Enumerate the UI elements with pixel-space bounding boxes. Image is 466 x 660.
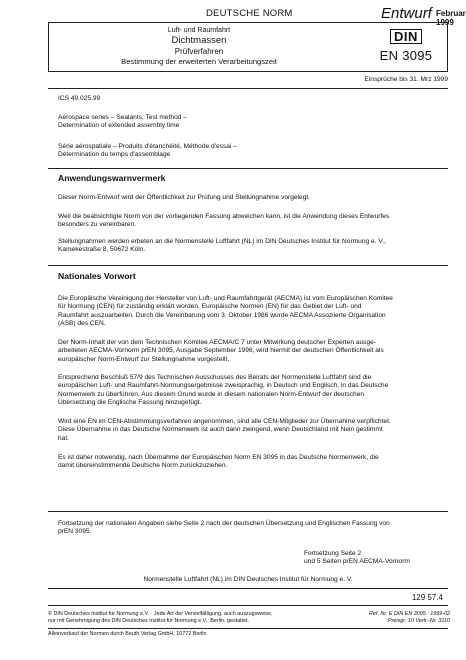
objection-deadline: Einsprüche bis 31. Mrz 1999 bbox=[364, 76, 448, 83]
foreword-paragraph-1: Die Europäische Vereinigung der Hersteller von Luft- und Raumfahrtgerät (AECMA) ist vom Europäischen Komitee für Normung (CEN) für zuständig erklärt worden, Europäische Normen (EN) für das Gebiet der Luft- und Raumfahrt auszuarbeiten. Durch die Vereinbarung vom 3. Oktober 1986 wurde AECMA Assoziierte Organisation (ASB) des CEN. bbox=[58, 295, 393, 328]
french-title: Série aérospatiale – Produits d'étanchéité, Méthode d'essai – Détermination du temps d'assemblage bbox=[58, 143, 237, 159]
document-title: Dichtmassen bbox=[171, 35, 227, 46]
divider bbox=[48, 168, 448, 169]
title-block bbox=[49, 26, 349, 66]
copyright-notice: © DIN Deutsches Institut für Normung e.V. · Jede Art der Vervielfältigung, auch auszugsweise, nur mit Genehmigung des DIN Deutsches Institut für Normung e.V., Berlin, gestattet. bbox=[48, 611, 273, 624]
divider bbox=[48, 588, 448, 589]
foreword-paragraph-4: Wird eine EN im CEN-Abstimmungsverfahren angenommen, sind alle CEN-Mitglieder zur Übernahme verpflichtet. Diese Übernahme in das Deutsche Normenwerk ist auch dann zwingend, wenn Deutschland mit Nein gestimmt hat. bbox=[58, 418, 391, 442]
continuation-pages: Fortsetzung Seite 2 und 5 Seiten prEN AECMA-Vornorm bbox=[304, 550, 410, 566]
order-number: 129 57.4 bbox=[411, 593, 443, 602]
warning-heading: Anwendungswarnvermerk bbox=[58, 173, 166, 183]
reference-block bbox=[318, 611, 450, 625]
divider bbox=[48, 605, 448, 606]
foreword-paragraph-3: Entsprechend Beschluß 57/9 des Technischen Ausschusses des Beirats der Normenstelle Luftfahrt sind die europäischen Luft- und Raumfahrt-Normungsergebnisse zweisprachig, in Deutsch und Englisch, in das Deutsche Normenwerk zu überführen. Aus diesem Grund wurde in diesem nationalen Norm-Entwurf der deutschen Übersetzung die Englische Fassung hinzugefügt. bbox=[58, 374, 389, 407]
continuation-note: Fortsetzung der nationalen Angaben siehe Seite 2 nach der deutschen Übersetzung und Englischen Fassung von prEN 3095. bbox=[58, 520, 390, 536]
price-group: Preisgr. 10 Vertr.-Nr. 3110 bbox=[387, 618, 450, 624]
subject-line: Luft- und Raumfahrt bbox=[167, 27, 231, 34]
warning-paragraph-3: Stellungnahmen werden erbeten an die Normenstelle Luftfahrt (NL) im DIN Deutsches Institut für Normung e. V., Kamekestraße 8, 50672 Köln. bbox=[58, 238, 386, 254]
din-logo: DIN bbox=[390, 29, 422, 44]
title-box bbox=[48, 22, 448, 72]
divider bbox=[48, 88, 448, 89]
document-description: Bestimmung der erweiterten Verarbeitungszeit bbox=[121, 57, 277, 66]
ics-code: ICS 49.025.99 bbox=[58, 95, 101, 102]
warning-paragraph-2: Weil die beabsichtigte Norm von der vorliegenden Fassung abweichen kann, ist die Anwendung dieses Entwurfes besonders zu vereinbaren. bbox=[58, 213, 390, 229]
publisher: Normenstelle Luftfahrt (NL) im DIN Deutsches Institut für Normung e. V. bbox=[143, 576, 353, 583]
sales-notice: Alleinverkauf der Normen durch Beuth Verlag GmbH, 10772 Berlin bbox=[48, 631, 207, 637]
divider bbox=[48, 628, 448, 629]
din-norm-label: DEUTSCHE NORM bbox=[206, 8, 293, 19]
document-subtitle: Prüfverfahren bbox=[174, 47, 224, 56]
divider bbox=[48, 511, 448, 512]
english-title: Aerospace series – Sealants, Test method – Determination of extended assembly time bbox=[58, 114, 187, 130]
foreword-paragraph-2: Der Norm-Inhalt der von dem Technischen Komitee AECMA/C 7 unter Mitwirkung deutscher Experten ausge- arbeiteten AECMA-Vornorm prEN 3095, Ausgabe September 1996, wird hiermit der deutschen Öffentlichkeit als europäischer Norm-Entwurf zur Stellungnahme vorgestellt. bbox=[58, 339, 384, 363]
entwurf-label: Entwurf bbox=[381, 5, 432, 22]
warning-paragraph-1: Dieser Norm-Entwurf wird der Öffentlichkeit zur Prüfung und Stellungnahme vorgelegt. bbox=[58, 194, 311, 201]
reference-number: Ref. Nr. E DIN EN 3095 : 1999-02 bbox=[369, 611, 450, 617]
header-top bbox=[48, 5, 466, 27]
foreword-heading: Nationales Vorwort bbox=[58, 271, 136, 281]
en-number: EN 3095 bbox=[379, 48, 433, 63]
divider bbox=[48, 265, 448, 266]
standard-id-block bbox=[369, 28, 443, 63]
issue-date: Februar 1999 bbox=[436, 9, 466, 27]
foreword-paragraph-5: Es ist daher notwendig, nach Übernahme der Europäischen Norm EN 3095 in das Deutsche Normenwerk, die damit übereinstimmende Deutsche Norm zurückzuziehen. bbox=[58, 454, 379, 470]
